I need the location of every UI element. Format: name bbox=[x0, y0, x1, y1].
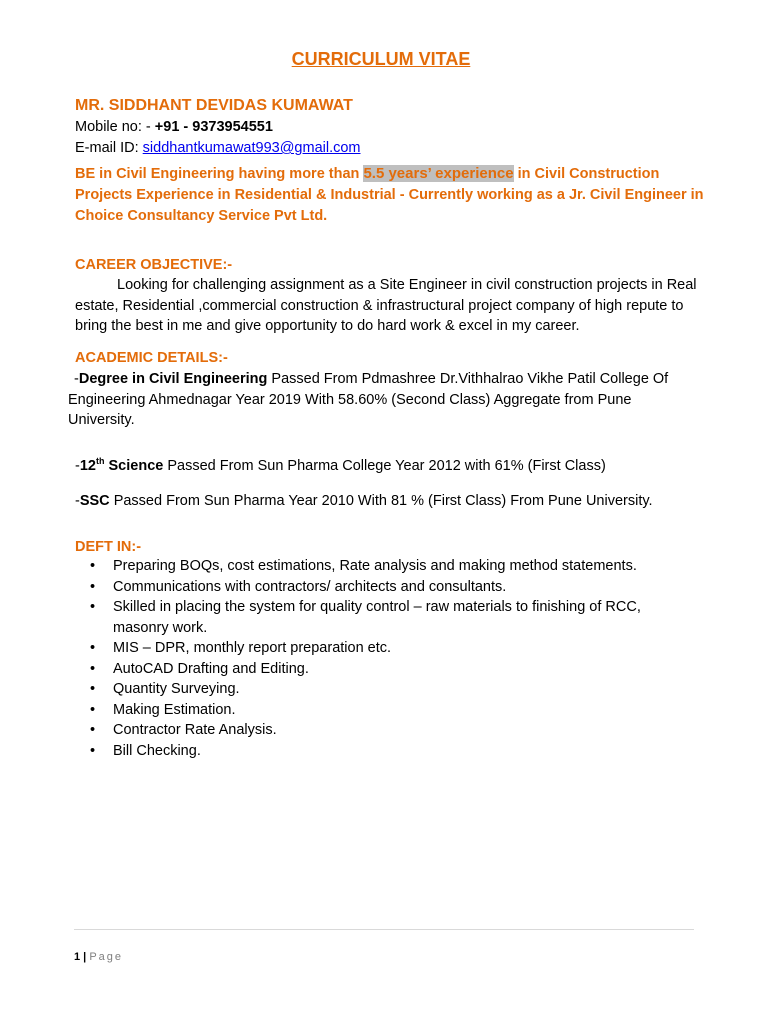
experience-highlight: 5.5 years’ experience bbox=[363, 165, 514, 182]
footer-divider bbox=[74, 929, 694, 930]
career-objective-text: Looking for challenging assignment as a Site Engineer in civil construction projects in Real estate, Residential ,commercial construction & infrastructural project company of high repute to bring the best in me and give opportunity to do hard work & excel in my career. bbox=[75, 277, 697, 334]
page-separator: | bbox=[80, 951, 90, 963]
degree-title: Degree in Civil Engineering bbox=[78, 371, 268, 387]
document-title: CURRICULUM VITAE bbox=[291, 49, 471, 69]
list-item: • Contractor Rate Analysis. bbox=[90, 720, 680, 741]
hsc-detail: Passed From Sun Pharma College Year 2012 with 61% (First Class) bbox=[163, 457, 606, 474]
page-label: Page bbox=[89, 951, 124, 963]
list-item: • Quantity Surveying. bbox=[90, 679, 680, 700]
list-item: • Preparing BOQs, cost estimations, Rate analysis and making method statements. bbox=[90, 556, 680, 577]
list-item: • Making Estimation. bbox=[90, 700, 680, 721]
academic-degree bbox=[68, 369, 698, 431]
mobile-line bbox=[75, 119, 273, 135]
hsc-superscript: th bbox=[95, 456, 105, 466]
hsc-number: 12 bbox=[79, 457, 96, 474]
list-item: • AutoCAD Drafting and Editing. bbox=[90, 659, 680, 680]
candidate-name: MR. SIDDHANT DEVIDAS KUMAWAT bbox=[75, 97, 353, 114]
page-footer bbox=[74, 951, 123, 963]
career-objective-heading: CAREER OBJECTIVE:- bbox=[75, 257, 233, 273]
email-line bbox=[75, 140, 361, 156]
deft-in-heading: DEFT IN:- bbox=[75, 539, 142, 555]
ssc-detail: Passed From Sun Pharma Year 2010 With 81 % (First Class) From Pune University. bbox=[109, 493, 653, 509]
email-link[interactable]: siddhantkumawat993@gmail.com bbox=[142, 140, 361, 156]
hsc-prefix: - bbox=[75, 457, 80, 474]
academic-details-heading: ACADEMIC DETAILS:- bbox=[75, 350, 228, 366]
academic-ssc bbox=[75, 491, 705, 512]
mobile-value: +91 - 9373954551 bbox=[154, 119, 273, 135]
email-label: E-mail ID: bbox=[75, 140, 143, 156]
ssc-prefix: - bbox=[75, 493, 80, 509]
list-item: • Bill Checking. bbox=[90, 741, 680, 762]
skills-list bbox=[90, 556, 680, 761]
list-item: • Skilled in placing the system for quality control – raw materials to finishing of RCC, masonry work. bbox=[90, 597, 680, 638]
profile-summary bbox=[75, 163, 715, 227]
mobile-label: Mobile no: - bbox=[75, 119, 155, 135]
list-item: • MIS – DPR, monthly report preparation etc. bbox=[90, 638, 680, 659]
summary-text-start: BE in Civil Engineering having more than bbox=[75, 166, 364, 182]
academic-hsc bbox=[75, 451, 705, 476]
degree-prefix: - bbox=[74, 371, 79, 387]
degree-detail: Passed From Pdmashree Dr.Vithhalrao Vikhe Patil College Of Engineering Ahmednagar Year 2019 With 58.60% (Second Class) Aggregate from Pune University. bbox=[68, 371, 669, 428]
ssc-title: SSC bbox=[79, 493, 110, 509]
hsc-title: Science bbox=[104, 457, 164, 474]
page-number: 1 bbox=[74, 951, 81, 963]
list-item: • Communications with contractors/ architects and consultants. bbox=[90, 577, 680, 598]
summary-text-end: in Civil Construction Projects Experience in Residential & Industrial - Currently working as a Jr. Civil Engineer in Choice Consultancy Service Pvt Ltd. bbox=[75, 166, 704, 224]
